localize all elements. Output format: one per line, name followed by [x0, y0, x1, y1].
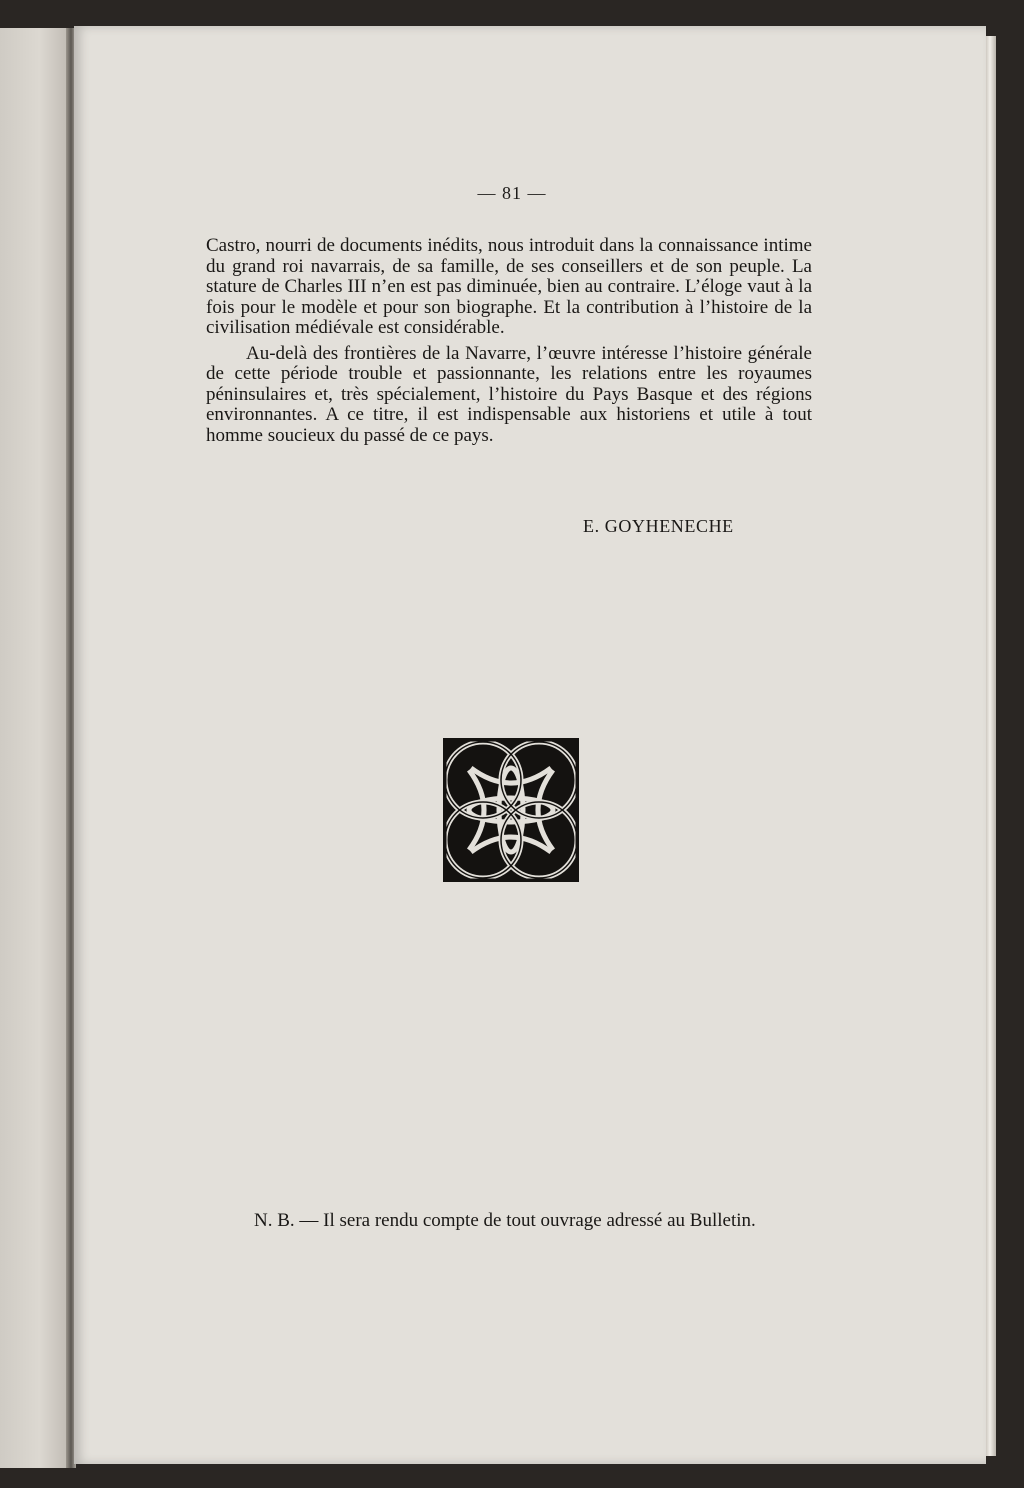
page-stack-edge	[986, 36, 996, 1456]
paragraph-2: Au-delà des frontières de la Navarre, l’œuvre intéresse l’histoire générale de cette période trouble et passionnante, les relations entre les royaumes péninsulaires et, très spécialement, l’histoire du Pays Basque et des régions environnantes. A ce titre, il est indispensable aux historiens et utile à tout homme soucieux du passé de ce pays.	[206, 342, 812, 446]
paragraph-1: Castro, nourri de documents inédits, nous introduit dans la connaissance intime du grand roi navarrais, de sa famille, de ses conseillers et de son peuple. La stature de Charles III n’en est pas diminuée, bien au contraire. L’éloge vaut à la fois pour le modèle et pour son biographe. Et la contribution à l’histoire de la civilisation médiévale est considérable.	[206, 235, 812, 338]
left-page-edge	[0, 28, 72, 1468]
article-body	[206, 236, 812, 446]
author-signature: E. GOYHENECHE	[583, 516, 734, 536]
footnote: N. B. — Il sera rendu compte de tout ouvrage adressé au Bulletin.	[254, 1210, 756, 1231]
page-number: — 81 —	[477, 183, 547, 203]
celtic-knot-ornament-icon	[443, 738, 579, 882]
